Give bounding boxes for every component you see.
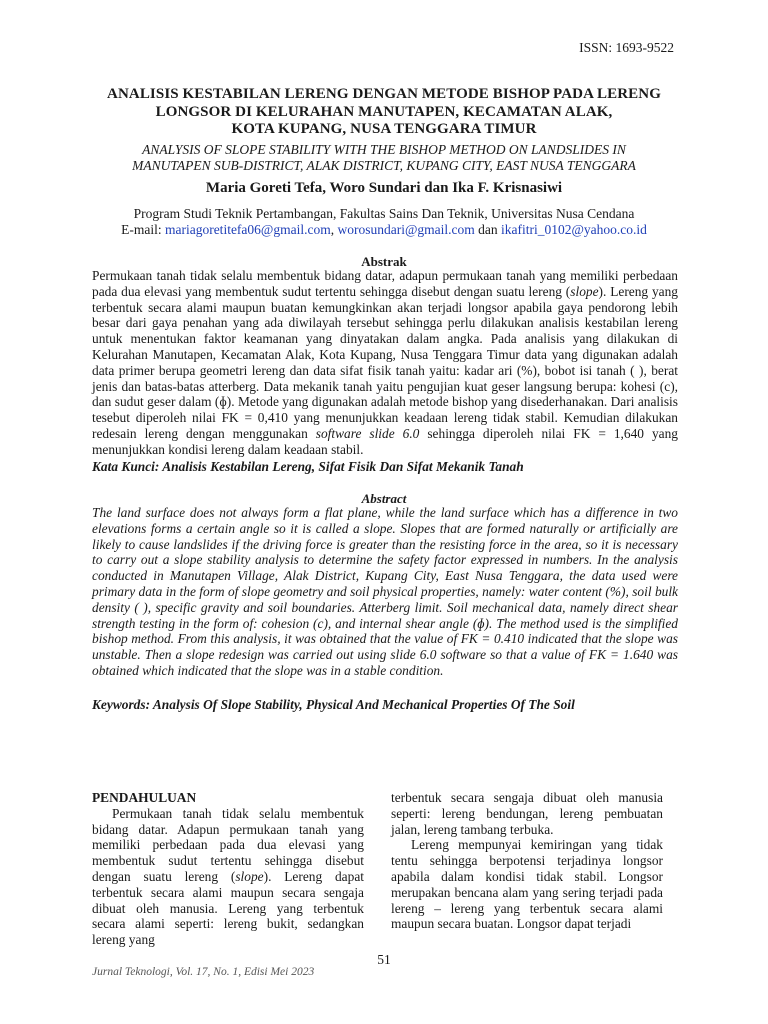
email-separator: , <box>330 222 338 237</box>
abstrak-software-term: software slide 6.0 <box>315 425 420 441</box>
paper-title <box>60 86 708 139</box>
paper-title-english <box>60 142 708 174</box>
abstrak-part-3: sehingga diperoleh nilai FK = 1,640 yang menunjukkan kondisi lereng dalam keadaan stabil. <box>92 425 678 457</box>
left-p1-slope-term: slope <box>235 868 264 884</box>
kata-kunci: Kata Kunci: Analisis Kestabilan Lereng, Sifat Fisik Dan Sifat Mekanik Tanah <box>92 459 524 474</box>
abstract-heading: Abstract <box>361 491 407 506</box>
section-heading-pendahuluan: PENDAHULUAN <box>92 790 197 805</box>
keywords: Keywords: Analysis Of Slope Stability, Physical And Mechanical Properties Of The Soil <box>92 697 575 712</box>
email-link-2[interactable]: worosundari@gmail.com <box>337 222 475 237</box>
email-link-3[interactable]: ikafitri_0102@yahoo.co.id <box>501 222 647 237</box>
abstract-text: The land surface does not always form a flat plane, while the land surface which has a difference in two elevations forms a certain angle so it is called a slope. Slopes that are formed naturally or artificially are likely to cause landslides if the driving force is greater than the resisting force in the area, so it is necessary to carry out a slope stability analysis to determine the safety factor expressed in numbers. In the analysis conducted in Manutapen Village, Alak District, Kupang City, East Nusa Tenggara, the data used were primary data in the form of slope geometry and soil physical properties, namely: water content (%), soil bulk density ( ), specific gravity and soil boundaries. Atterberg limit. Soil mechanical data, namely direct shear strength testing in the form of: cohesion (c), and internal shear angle (ɸ). The method used is the simplified bishop method. From this analysis, it was obtained that the value of FK = 0.410 indicated that the slope was unstable. Then a slope redesign was carried out using slide 6.0 software so that a value of FK = 1.640 was obtained which indicated that the slope was in a stable condition. <box>92 505 678 678</box>
issn-label: ISSN: 1693-9522 <box>579 40 674 55</box>
right-paragraph-1: terbentuk secara sengaja dibuat oleh manusia seperti: lereng bendungan, lereng pembuatan jalan, lereng tambang terbuka. <box>391 790 663 837</box>
left-paragraph-1 <box>92 806 364 948</box>
left-p1-part-a: Permukaan tanah tidak selalu membentuk bidang datar. Adapun permukaan tanah yang memiliki perbedaan pada dua elevasi yang membentuk sudut tertentu sehingga disebut dengan suatu lereng ( <box>92 805 364 884</box>
body-column-left <box>92 790 364 948</box>
abstrak-heading: Abstrak <box>361 254 407 269</box>
page-number: 51 <box>377 952 391 967</box>
email-line <box>60 222 708 238</box>
title-en-line-2: MANUTAPEN SUB-DISTRICT, ALAK DISTRICT, KUPANG CITY, EAST NUSA TENGGARA <box>132 158 636 173</box>
abstrak-text <box>92 268 678 458</box>
title-en-line-1: ANALYSIS OF SLOPE STABILITY WITH THE BISHOP METHOD ON LANDSLIDES IN <box>142 142 626 157</box>
left-p1-part-b: ). Lereng dapat terbentuk secara alami maupun secara sengaja dibuat oleh manusia. Lereng yang terbentuk secara alami seperti: lereng bukit, sedangkan lereng yang <box>92 868 364 948</box>
affiliation: Program Studi Teknik Pertambangan, Fakultas Sains Dan Teknik, Universitas Nusa Cendana <box>133 206 635 221</box>
abstrak-part-2: ). Lereng yang terbentuk secara alami maupun buatan kemungkinkan akan terjadi longsor apabila gaya pendorong lebih besar dari gaya penahan yang ada diwilayah tersebut sehingga perlu dilakukan analisis kestabilan lereng untuk menentukan faktor keamanan yang dinyatakan dalam angka. Pada analisis yang dilakukan di Kelurahan Manutapen, Kecamatan Alak, Kota Kupang, Nusa Tenggara Timur data yang digunakan adalah data primer berupa geometri lereng dan data sifat fisik tanah yaitu: kadar ari (%), bobot isi tanah ( ), berat jenis dan batas-batas atterberg. Data mekanik tanah yaitu pengujian kuat geser langsung berupa: kohesi (c), dan sudut geser dalam (ɸ). Metode yang digunakan adalah metode bishop yang disederhanakan. Dari analisis tesebut diperoleh nilai FK = 0,410 yang menunjukkan keadaan lereng tidak stabil. Kemudian dilakukan redesain lereng dengan menggunakan <box>92 283 678 441</box>
abstrak-slope-term: slope <box>570 283 599 299</box>
right-paragraph-2: Lereng mempunyai kemiringan yang tidak tentu sehingga berpotensi terjadinya longsor apabila dalam kondisi tidak stabil. Longsor merupakan bencana alam yang sering terjadi pada lereng – lereng yang terbentuk secara alami maupun secara buatan. Longsor dapat terjadi <box>391 837 663 932</box>
title-line-1: ANALISIS KESTABILAN LERENG DENGAN METODE BISHOP PADA LERENG <box>107 86 661 102</box>
authors: Maria Goreti Tefa, Woro Sundari dan Ika F. Krisnasiwi <box>205 180 563 196</box>
email-link-1[interactable]: mariagoretitefa06@gmail.com <box>164 222 331 237</box>
body-column-right <box>391 790 663 932</box>
title-line-2: LONGSOR DI KELURAHAN MANUTAPEN, KECAMATAN ALAK, <box>155 103 613 120</box>
email-and: dan <box>474 222 501 237</box>
email-prefix: E-mail: <box>121 222 165 237</box>
journal-footer: Jurnal Teknologi, Vol. 17, No. 1, Edisi Mei 2023 <box>92 966 315 978</box>
title-line-3: KOTA KUPANG, NUSA TENGGARA TIMUR <box>231 121 537 137</box>
abstrak-part-1: Permukaan tanah tidak selalu membentuk bidang datar, adapun permukaan tanah yang memiliki perbedaan pada dua elevasi yang membentuk sudut tertentu sehingga disebut dengan suatu lereng ( <box>92 268 678 299</box>
